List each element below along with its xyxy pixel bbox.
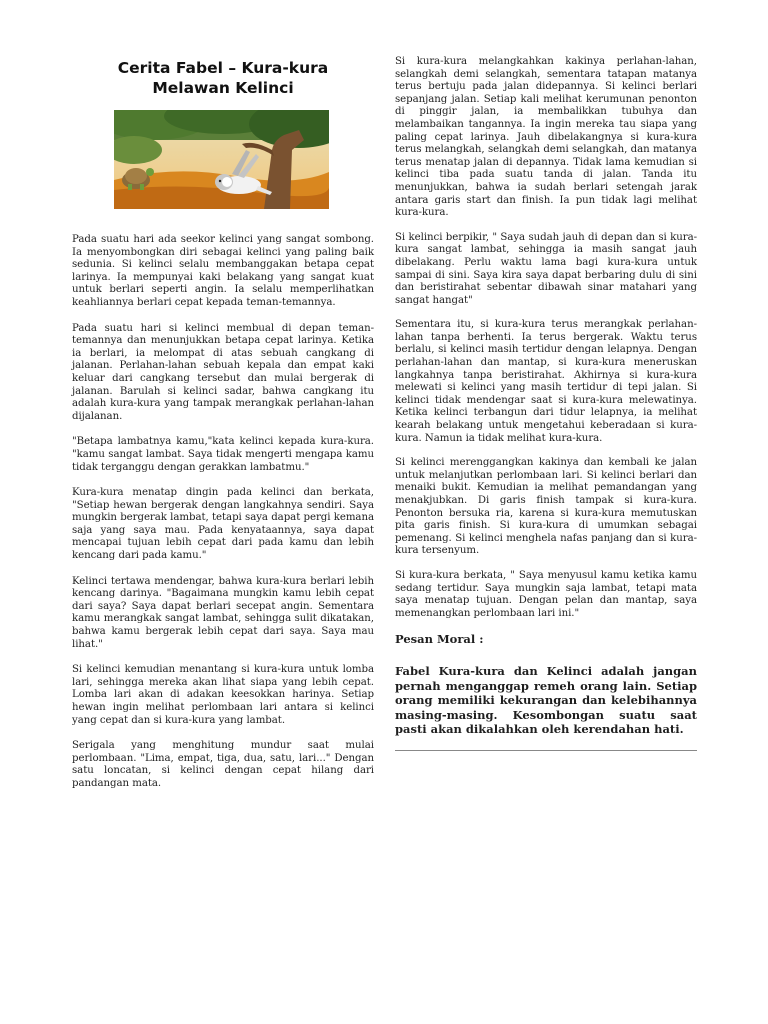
right-paragraph-4: Si kelinci merenggangkan kakinya dan kembali ke jalan untuk melanjutkan perlombaan lari. Si kelinci berlari dan menaiki bukit. Kemudian ia melihat pemandangan yang menakjubkan. Di garis finish tampak si kura-kura. Penonton bersuka ria, karena si kura-kura memutuskan pita garis finish. Si kura-kura di umumkan sebagai pemenang. Si kelinci menghela nafas panjang dan si kura-kura tersenyum. — [395, 457, 697, 557]
divider — [395, 750, 697, 751]
right-paragraph-1: Si kura-kura melangkahkan kakinya perlahan-lahan, selangkah demi selangkah, sementara tatapan matanya terus bertuju pada jalan didepannya. Si kelinci berlari sepanjang jalan. Setiap kali melihat kerumunan penonton di pinggir jalan, ia membalikkan tubuhya dan melambaikan tangannya. Ia ingin mereka tau siapa yang paling cepat larinya. Jauh dibelakangnya si kura-kura terus melangkah, selangkah demi selangkah, dan matanya terus menatap jalan di depannya. Tidak lama kemudian si kelinci tiba pada suatu tanda di jalan. Tanda itu menunjukkan, bahwa ia sudah berlari setengah jarak antara garis start dan finish. Ia pun tidak lagi melihat kura-kura. — [395, 56, 697, 219]
tortoise-hare-illustration — [114, 110, 329, 209]
left-paragraph-2: Pada suatu hari si kelinci membual di depan teman-temannya dan menunjukkan betapa cepat larinya. Ketika ia berlari, ia melompat di atas sebuah cangkang di jalanan. Perlahan-lahan sebuah kepala dan empat kaki keluar dari cangkang tersebut dan mulai bergerak di jalanan. Barulah si kelinci sadar, bahwa cangkang itu adalah kura-kura yang tampak merangkak perlahan-lahan dijalanan. — [72, 322, 374, 422]
right-paragraph-3: Sementara itu, si kura-kura terus merangkak perlahan-lahan tanpa berhenti. Ia terus bergerak. Waktu terus berlalu, si kelinci masih tertidur dengan lelapnya. Dengan perlahan-lahan dan mantap, si kura-kura meneruskan langkahnya tanpa beristirahat. Akhirnya si kura-kura melewati si kelinci yang masih tertidur di tepi jalan. Si kelinci tidak mendengar saat si kura-kura melewatinya. Ketika kelinci terbangun dari tidur lelapnya, ia melihat kearah belakang untuk mengetahui keberadaan si kura-kura. Namun ia tidak melihat kura-kura. — [395, 319, 697, 444]
right-column — [395, 56, 697, 751]
right-paragraph-2: Si kelinci berpikir, " Saya sudah jauh di depan dan si kura-kura sangat lambat, sehingga ia masih sangat jauh dibelakang. Perlu waktu lama bagi kura-kura untuk sampai di sini. Saya kira saya dapat berbaring dulu di sini dan beristirahat sebentar dibawah sinar matahari yang sangat hangat" — [395, 231, 697, 306]
title-line-1: Cerita Fabel – Kura-kura — [117, 59, 329, 77]
left-paragraph-4: Kura-kura menatap dingin pada kelinci dan berkata, "Setiap hewan bergerak dengan langkahnya sendiri. Saya mungkin bergerak lambat, tetapi saya dapat pergi kemana saja yang saya mau. Pada kenyataannya, saya dapat mencapai tujuan lebih cepat dari pada kamu dan lebih kencang dari pada kamu." — [72, 487, 374, 562]
moral-heading: Pesan Moral : — [395, 632, 484, 647]
title-line-2: Melawan Kelinci — [152, 79, 294, 97]
left-paragraph-3: "Betapa lambatnya kamu,"kata kelinci kepada kura-kura. "kamu sangat lambat. Saya tidak mengerti mengapa kamu tidak terganggu dengan gerakkan lambatmu." — [72, 436, 374, 473]
left-paragraph-1: Pada suatu hari ada seekor kelinci yang sangat sombong. Ia menyombongkan diri sebagai kelinci yang paling baik sedunia. Si kelinci selalu membanggakan betapa cepat larinya. Ia mempunyai kaki belakang yang sangat kuat untuk berlari seperti angin. Ia selalu memperlihatkan keahliannya berlari cepat kepada teman-temannya. — [72, 234, 374, 308]
right-paragraph-5: Si kura-kura berkata, " Saya menyusul kamu ketika kamu sedang tertidur. Saya mungkin saja lambat, tetapi mata saya menatap tujuan. Dengan pelan dan mantap, saya memenangkan perlombaan lari ini." — [395, 569, 697, 619]
left-paragraph-7: Serigala yang menghitung mundur saat mulai perlombaan. "Lima, empat, tiga, dua, satu, lari..." Dengan satu loncatan, si kelinci dengan cepat hilang dari pandangan mata. — [72, 740, 374, 789]
left-paragraph-5: Kelinci tertawa mendengar, bahwa kura-kura berlari lebih kencang darinya. "Bagaimana mungkin kamu lebih cepat dari saya? Saya dapat berlari secepat angin. Sementara kamu merangkak sangat lambat, sehingga sulit dikatakan, bahwa kamu bergerak lebih cepat dari saya. Saya mau lihat." — [72, 575, 374, 650]
moral-text: Fabel Kura-kura dan Kelinci adalah jangan pernah menganggap remeh orang lain. Setiap orang memiliki kekurangan dan kelebihannya masing-masing. Kesombongan suatu saat pasti akan dikalahkan oleh kerendahan hati. — [395, 664, 697, 736]
left-paragraph-6: Si kelinci kemudian menantang si kura-kura untuk lomba lari, sehingga mereka akan lihat siapa yang lebih cepat. Lomba lari akan di adakan keesokkan harinya. Setiap hewan ingin melihat perlombaan lari antara si kelinci yang cepat dan si kura-kura yang lambat. — [72, 664, 374, 726]
page-title — [72, 58, 374, 98]
left-column — [72, 56, 374, 804]
